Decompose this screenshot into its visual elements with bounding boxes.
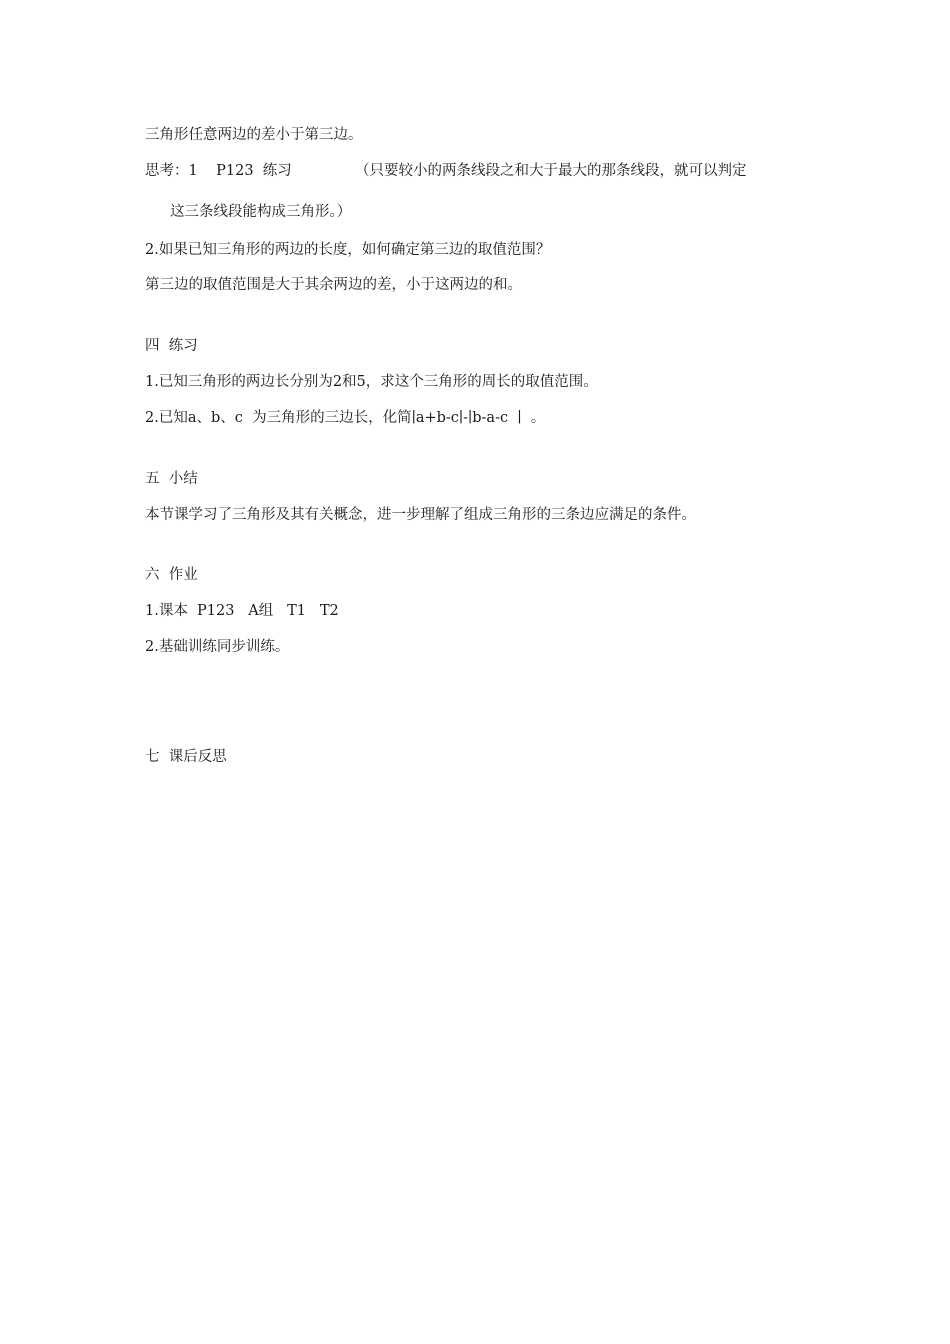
think-note-continued: 这三条线段能构成三角形。） [170,204,352,220]
answer-2: 第三边的取值范围是大于其余两边的差，小于这两边的和。 [145,277,522,293]
think-label: 思考：1 P123 练习 [145,163,292,179]
conclusion-text: 三角形任意两边的差小于第三边。 [145,127,363,143]
question-2: 2.如果已知三角形的两边的长度，如何确定第三边的取值范围？ [145,242,551,258]
section-5-heading: 五 小结 [145,471,198,487]
summary-text: 本节课学习了三角形及其有关概念，进一步理解了组成三角形的三条边应满足的条件。 [145,507,696,523]
section-6-heading: 六 作业 [145,567,198,583]
practice-item-1: 1.已知三角形的两边长分别为2和5，求这个三角形的周长的取值范围。 [145,374,598,390]
practice-item-2: 2.已知a、b、c 为三角形的三边长，化简∣a+b-c∣-∣b-a-c ∣ 。 [145,410,546,426]
section-4-heading: 四 练习 [145,338,198,354]
homework-item-1: 1.课本 P123 A组 T1 T2 [145,603,339,619]
think-note: （只要较小的两条线段之和大于最大的那条线段，就可以判定 [355,163,747,179]
section-7-heading: 七 课后反思 [145,749,227,765]
homework-item-2: 2.基础训练同步训练。 [145,639,290,655]
